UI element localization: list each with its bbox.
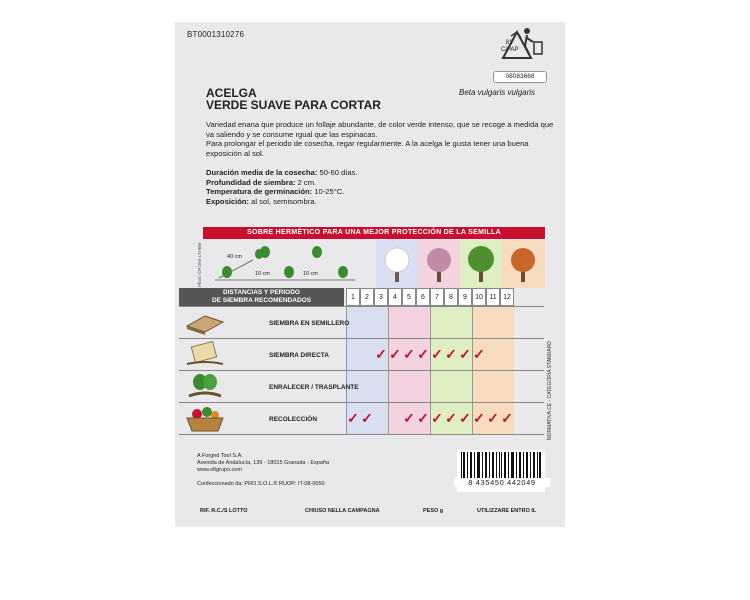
spec-item: Temperatura de germinación: 10-25°C. bbox=[206, 187, 345, 197]
barcode-number: 8 435450 442049 bbox=[454, 478, 550, 487]
hermetic-banner: SOBRE HERMÉTICO PARA UNA MEJOR PROTECCIÓN DE LA SEMILLA bbox=[203, 227, 545, 239]
month-label: 5 bbox=[402, 288, 416, 306]
month-check-mark: ✓ bbox=[459, 410, 471, 426]
month-check-mark: ✓ bbox=[403, 346, 415, 362]
month-check-mark: ✓ bbox=[431, 346, 443, 362]
seasons-illustration bbox=[376, 240, 545, 288]
company-address: Avenida de Andalucía, 139 - 18015 Granada - España bbox=[197, 460, 329, 466]
specs-list bbox=[206, 168, 358, 206]
month-check-mark: ✓ bbox=[459, 346, 471, 362]
lot-code: 08083668 bbox=[493, 71, 547, 83]
month-check-mark: ✓ bbox=[487, 410, 499, 426]
description-paragraph-2: Para prolongar el periodo de cosecha, regar regularmente. A la acelga le gusta tener una buena exposición al sol. bbox=[206, 139, 529, 158]
distance-row-label: 40 cm bbox=[227, 254, 242, 260]
standard-category-note: NORMATIVA CE - CATEGORIA STANDARD bbox=[547, 341, 553, 440]
recycle-code: 81 C/PAP bbox=[501, 40, 519, 53]
month-label: 3 bbox=[374, 288, 388, 306]
month-check-mark: ✓ bbox=[473, 410, 485, 426]
description-paragraph-1: Variedad enana que produce un follaje abundante, de color verde intenso, que se recoge a medida que va saliendo y se consume rgual que las espinacas. bbox=[206, 120, 554, 139]
lot-label: RIF. R.C./S LOTTO bbox=[200, 508, 248, 514]
month-label: 11 bbox=[486, 288, 500, 306]
month-check-mark: ✓ bbox=[417, 410, 429, 426]
company-name: A Forged Tool S.A. bbox=[197, 453, 243, 459]
table-header: DISTANCIAS Y PERIODO DE SIEMBRA RECOMENDADOS bbox=[179, 288, 344, 306]
activity-label: ENRALECER / TRASPLANTE bbox=[269, 384, 359, 391]
company-website: www.sftgrupo.com bbox=[197, 467, 242, 473]
month-label: 12 bbox=[500, 288, 514, 306]
seedling-icon bbox=[183, 372, 227, 400]
trash-bin-icon bbox=[519, 26, 545, 60]
closing-label: CHIUSO NELLA CAMPAGNA bbox=[305, 508, 380, 514]
month-check-mark: ✓ bbox=[417, 346, 429, 362]
activity-label: RECOLECCIÓN bbox=[269, 416, 318, 423]
distance-plant-label: 10 cm bbox=[303, 271, 318, 277]
month-check-mark: ✓ bbox=[347, 410, 359, 426]
month-check-mark: ✓ bbox=[389, 346, 401, 362]
month-check-mark: ✓ bbox=[445, 410, 457, 426]
activity-label: SIEMBRA DIRECTA bbox=[269, 352, 329, 359]
product-title: ACELGA bbox=[206, 86, 257, 100]
month-check-mark: ✓ bbox=[501, 410, 513, 426]
product-subtitle: VERDE SUAVE PARA CORTAR bbox=[206, 98, 381, 112]
month-check-mark: ✓ bbox=[473, 346, 485, 362]
plant-spacing-illustration bbox=[205, 242, 365, 286]
activity-rows bbox=[179, 306, 544, 435]
latin-name: Beta vulgaris vulgaris bbox=[459, 88, 536, 97]
month-label: 8 bbox=[444, 288, 458, 306]
use-by-label: UTILIZZARE ENTRO IL bbox=[477, 508, 537, 514]
spec-item: Exposición: al sol, semisombra. bbox=[206, 196, 317, 206]
seedbed-tray-icon bbox=[183, 308, 227, 336]
spec-item: Duración media de la cosecha: 50-60 días. bbox=[206, 168, 358, 177]
spec-item: Profundidad de siembra: 2 cm. bbox=[206, 177, 317, 187]
month-label: 7 bbox=[430, 288, 444, 306]
month-check-mark: ✓ bbox=[445, 346, 457, 362]
weight-label: PESO g bbox=[423, 508, 444, 514]
month-check-mark: ✓ bbox=[375, 346, 387, 362]
activity-label: SIEMBRA EN SEMILLERO bbox=[269, 320, 350, 327]
distance-plant-label: 10 cm bbox=[255, 271, 270, 277]
month-label: 2 bbox=[360, 288, 374, 306]
month-check-mark: ✓ bbox=[431, 410, 443, 426]
seed-packet-icon bbox=[183, 340, 227, 368]
harvest-basket-icon bbox=[183, 404, 227, 432]
month-label: 1 bbox=[346, 288, 360, 306]
photo-credit: Photo ©ROMI-LTHBM bbox=[197, 242, 202, 287]
month-label: 9 bbox=[458, 288, 472, 306]
month-check-mark: ✓ bbox=[403, 410, 415, 426]
month-label: 10 bbox=[472, 288, 486, 306]
month-check-mark: ✓ bbox=[361, 410, 373, 426]
product-code: BT0001310276 bbox=[187, 30, 245, 39]
month-label: 6 bbox=[416, 288, 430, 306]
month-label: 4 bbox=[388, 288, 402, 306]
confection-note: Confeccionado da: PRO.S.O.L.® RUOP: IT-08-0050 bbox=[197, 481, 325, 487]
seed-packet-back bbox=[175, 22, 565, 527]
